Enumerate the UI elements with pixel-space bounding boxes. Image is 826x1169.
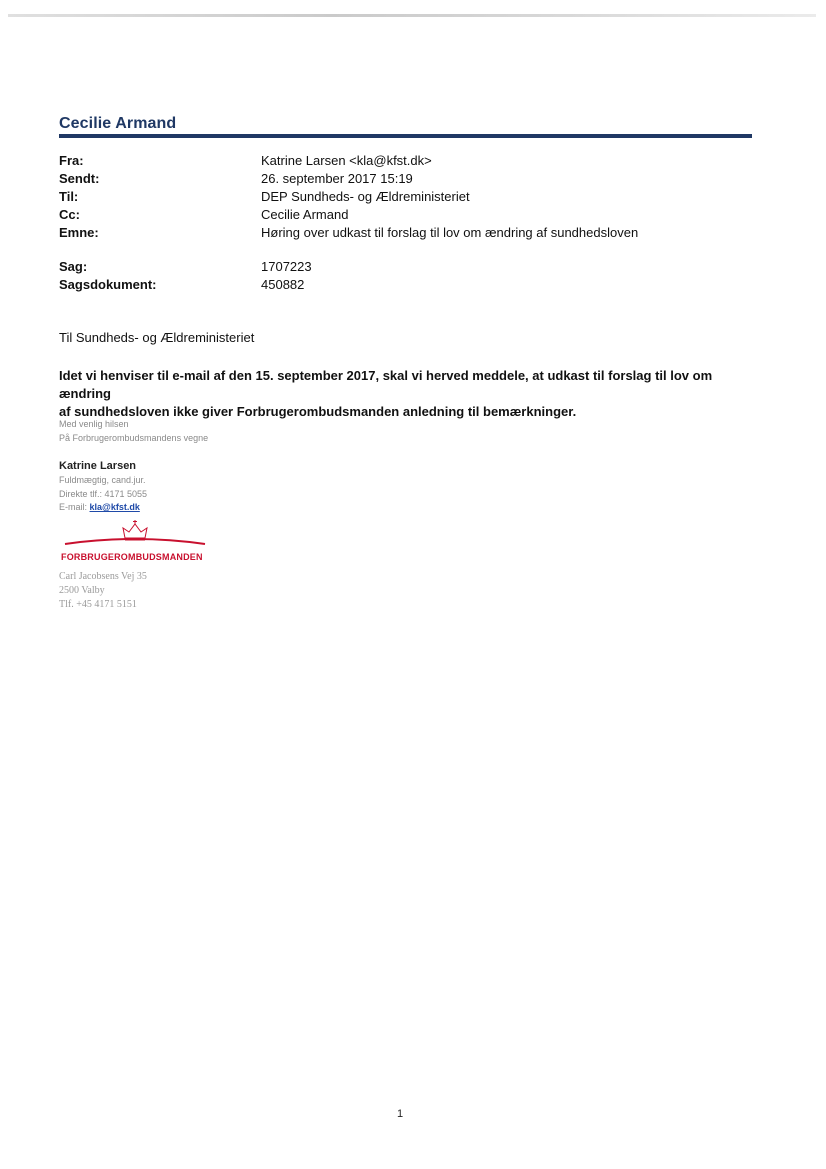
logo-text: FORBRUGEROMBUDSMANDEN <box>61 552 203 562</box>
scan-edge <box>8 14 816 17</box>
case-label: Sag: <box>59 259 88 274</box>
cc-value: Cecilie Armand <box>261 207 349 222</box>
page-number: 1 <box>397 1108 404 1120</box>
email-label: E-mail: <box>59 502 88 512</box>
header-name: Cecilie Armand <box>59 115 177 132</box>
address-line-2: 2500 Valby <box>59 585 105 596</box>
header-rule <box>59 134 752 138</box>
case-document-label: Sagsdokument: <box>59 277 157 292</box>
signature-email-row <box>59 502 140 512</box>
sent-label: Sendt: <box>59 171 100 186</box>
signature-name: Katrine Larsen <box>59 460 137 472</box>
closing: Med venlig hilsen <box>59 419 129 429</box>
from-label: Fra: <box>59 153 84 168</box>
sent-value: 26. september 2017 15:19 <box>261 171 413 186</box>
forbrugerombudsmanden-logo <box>59 518 211 564</box>
cc-label: Cc: <box>59 207 80 222</box>
to-value: DEP Sundheds- og Ældreministeriet <box>261 189 470 204</box>
to-label: Til: <box>59 189 79 204</box>
from-value: Katrine Larsen <kla@kfst.dk> <box>261 153 432 168</box>
message-body <box>59 367 759 421</box>
subject-label: Emne: <box>59 225 99 240</box>
address-line-1: Carl Jacobsens Vej 35 <box>59 571 147 582</box>
message-line-2: af sundhedsloven ikke giver Forbrugerombudsmanden anledning til bemærkninger. <box>59 404 577 419</box>
greeting: Til Sundheds- og Ældreministeriet <box>59 330 255 345</box>
subject-value: Høring over udkast til forslag til lov om ændring af sundhedsloven <box>261 225 639 240</box>
case-value: 1707223 <box>261 259 312 274</box>
on-behalf: På Forbrugerombudsmandens vegne <box>59 433 209 443</box>
message-line-1: Idet vi henviser til e-mail af den 15. september 2017, skal vi herved meddele, at udkast til forslag til lov om ændring <box>59 368 713 401</box>
signature-phone: Direkte tlf.: 4171 5055 <box>59 489 148 499</box>
signature-title: Fuldmægtig, cand.jur. <box>59 475 146 485</box>
address-line-3: Tlf. +45 4171 5151 <box>59 599 137 610</box>
crown-icon <box>59 518 211 552</box>
case-document-value: 450882 <box>261 277 305 292</box>
email-link[interactable]: kla@kfst.dk <box>89 502 140 512</box>
